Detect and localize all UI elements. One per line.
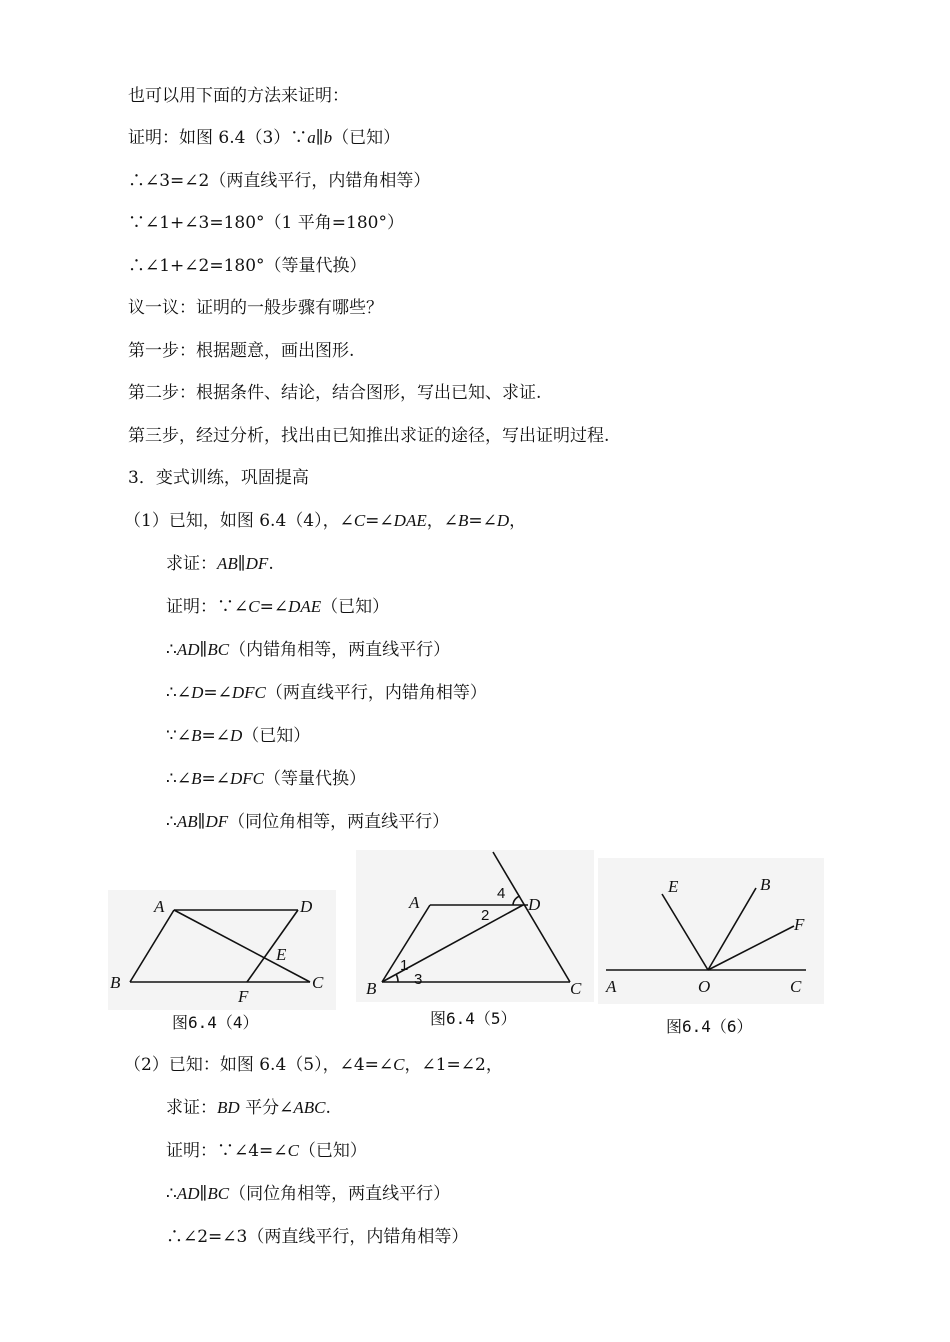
text-segment: 证明：∵∠ xyxy=(166,597,249,617)
figure-6-4-5-diagram xyxy=(356,850,594,1002)
text-segment: ∵∠1+∠3=180°（1 平角=180°） xyxy=(128,213,404,233)
point-label-A: A xyxy=(606,977,617,996)
math-symbol: a xyxy=(307,128,316,147)
math-symbol: C xyxy=(393,1055,405,1074)
math-symbol: BC xyxy=(207,1184,230,1203)
math-symbol: DF xyxy=(205,812,229,831)
text-segment: ∴ xyxy=(166,812,177,832)
math-symbol: b xyxy=(323,128,333,147)
text-segment: ，∠1=∠2， xyxy=(404,1055,503,1075)
point-label-A: A xyxy=(409,893,420,912)
text-segment: 也可以用下面的方法来证明： xyxy=(128,86,349,106)
text-segment: =∠ xyxy=(201,769,230,789)
math-symbol: C xyxy=(353,511,366,530)
math-symbol: C xyxy=(287,1141,299,1160)
text-line xyxy=(128,467,309,489)
figure-6-4-6 xyxy=(598,858,824,1004)
text-segment: （已知） xyxy=(332,128,401,148)
text-segment: 平分∠ xyxy=(239,1098,294,1118)
point-label-B: B xyxy=(760,875,771,894)
text-segment: ∴∠2=∠3（两直线平行，内错角相等） xyxy=(166,1227,469,1247)
text-line xyxy=(124,1054,503,1076)
text-segment: 证明：∵∠4=∠ xyxy=(166,1141,288,1161)
text-segment: ∥ xyxy=(197,812,206,832)
text-line xyxy=(166,725,310,747)
math-symbol: D xyxy=(191,683,204,702)
text-segment: ∥ xyxy=(199,1184,208,1204)
figure-6-4-4-caption: 图6.4（4） xyxy=(172,1013,259,1032)
math-symbol: B xyxy=(191,769,202,788)
text-segment: （两直线平行，内错角相等） xyxy=(265,683,487,703)
text-line xyxy=(166,1140,367,1162)
text-segment: ∥ xyxy=(199,640,208,660)
point-label-B: B xyxy=(366,979,377,998)
text-line xyxy=(128,425,609,447)
text-segment: =∠ xyxy=(201,726,230,746)
text-segment: ∴ xyxy=(166,640,177,660)
text-segment: . xyxy=(268,554,274,574)
angle-label-1: 1 xyxy=(400,957,409,974)
math-symbol: DF xyxy=(245,554,269,573)
math-symbol: D xyxy=(229,726,243,745)
text-segment: ∴∠ xyxy=(166,769,192,789)
text-line xyxy=(166,768,366,790)
text-segment: （已知） xyxy=(321,597,390,617)
text-line xyxy=(166,553,274,575)
math-symbol: B xyxy=(457,511,469,530)
text-line xyxy=(166,1183,450,1205)
text-line xyxy=(166,596,389,618)
point-label-F: F xyxy=(794,915,805,934)
text-segment: ， xyxy=(509,511,527,531)
point-label-C: C xyxy=(790,977,802,996)
math-symbol: ABC xyxy=(293,1098,326,1117)
math-symbol: DAE xyxy=(393,511,427,530)
text-line xyxy=(128,382,541,404)
text-segment: ∴ xyxy=(166,1184,177,1204)
text-segment: =∠ xyxy=(259,597,289,617)
math-symbol: C xyxy=(248,597,260,616)
text-line xyxy=(128,85,349,107)
text-segment: 第二步：根据条件、结论，结合图形，写出已知、求证. xyxy=(128,383,542,403)
text-segment: 证明：如图 6.4（3）∵ xyxy=(128,128,308,148)
math-symbol: AD xyxy=(176,1184,200,1203)
text-segment: 求证： xyxy=(166,554,217,574)
text-segment: 议一议：证明的一般步骤有哪些？ xyxy=(128,298,383,318)
figure-6-4-5 xyxy=(356,850,594,1002)
text-segment: =∠ xyxy=(365,511,394,531)
math-symbol: D xyxy=(496,511,510,530)
point-label-O: O xyxy=(698,977,711,996)
point-label-F: F xyxy=(238,987,249,1006)
point-label-C: C xyxy=(570,979,582,998)
text-line xyxy=(166,1097,331,1119)
figure-6-4-5-caption: 图6.4（5） xyxy=(430,1009,517,1028)
text-segment: 第三步，经过分析，找出由已知推出求证的途径，写出证明过程. xyxy=(128,426,610,446)
math-symbol: AD xyxy=(176,640,200,659)
point-label-E: E xyxy=(276,945,287,964)
figure-6-4-6-diagram xyxy=(598,858,824,1004)
math-symbol: B xyxy=(191,726,202,745)
point-label-A: A xyxy=(154,897,165,916)
text-line xyxy=(166,639,450,661)
math-symbol: BD xyxy=(217,1098,240,1117)
math-symbol: DFC xyxy=(231,683,266,702)
point-label-D: D xyxy=(300,897,313,916)
text-segment: ∥ xyxy=(237,554,246,574)
text-segment: （同位角相等，两直线平行） xyxy=(229,1184,451,1204)
point-label-B: B xyxy=(110,973,121,992)
point-label-E: E xyxy=(668,877,679,896)
math-symbol: AB xyxy=(176,812,198,831)
text-line xyxy=(124,510,526,532)
math-symbol: DFC xyxy=(229,769,264,788)
text-line xyxy=(128,170,430,192)
text-segment: ∴∠3=∠2（两直线平行，内错角相等） xyxy=(128,171,431,191)
point-label-C: C xyxy=(312,973,324,992)
text-line xyxy=(128,255,367,277)
angle-label-3: 3 xyxy=(414,971,423,988)
text-segment: 第一步：根据题意，画出图形. xyxy=(128,341,355,361)
figure-6-4-6-caption: 图6.4（6） xyxy=(666,1017,753,1036)
text-segment: ∵∠ xyxy=(166,726,192,746)
text-segment: （已知） xyxy=(298,1141,367,1161)
text-segment: （内错角相等，两直线平行） xyxy=(229,640,451,660)
text-segment: （等量代换） xyxy=(263,769,366,789)
text-segment: ∥ xyxy=(315,128,324,148)
math-symbol: AB xyxy=(217,554,238,573)
text-line xyxy=(128,212,404,234)
text-segment: ，∠ xyxy=(426,511,458,531)
text-segment: 求证： xyxy=(166,1098,217,1118)
text-segment: . xyxy=(325,1098,331,1118)
text-segment: （同位角相等，两直线平行） xyxy=(228,812,450,832)
text-line xyxy=(128,340,354,362)
angle-label-4: 4 xyxy=(497,885,506,902)
math-symbol: DAE xyxy=(288,597,322,616)
text-segment: =∠ xyxy=(203,683,232,703)
text-segment: （1）已知，如图 6.4（4），∠ xyxy=(124,511,354,531)
point-label-D: D xyxy=(528,895,541,914)
text-line xyxy=(166,1226,468,1248)
text-line xyxy=(128,127,400,149)
text-segment: 3．变式训练，巩固提高 xyxy=(128,468,309,488)
text-line xyxy=(166,811,449,833)
figure-6-4-4 xyxy=(108,890,336,1010)
figure-6-4-4-diagram xyxy=(108,890,336,1010)
text-line xyxy=(128,297,383,319)
text-segment: （2）已知：如图 6.4（5），∠4=∠ xyxy=(124,1055,394,1075)
math-symbol: BC xyxy=(207,640,230,659)
angle-label-2: 2 xyxy=(481,907,490,924)
text-line xyxy=(166,682,487,704)
text-segment: ∴∠1+∠2=180°（等量代换） xyxy=(128,256,367,276)
text-segment: （已知） xyxy=(242,726,311,746)
text-segment: =∠ xyxy=(468,511,497,531)
text-segment: ∴∠ xyxy=(166,683,192,703)
